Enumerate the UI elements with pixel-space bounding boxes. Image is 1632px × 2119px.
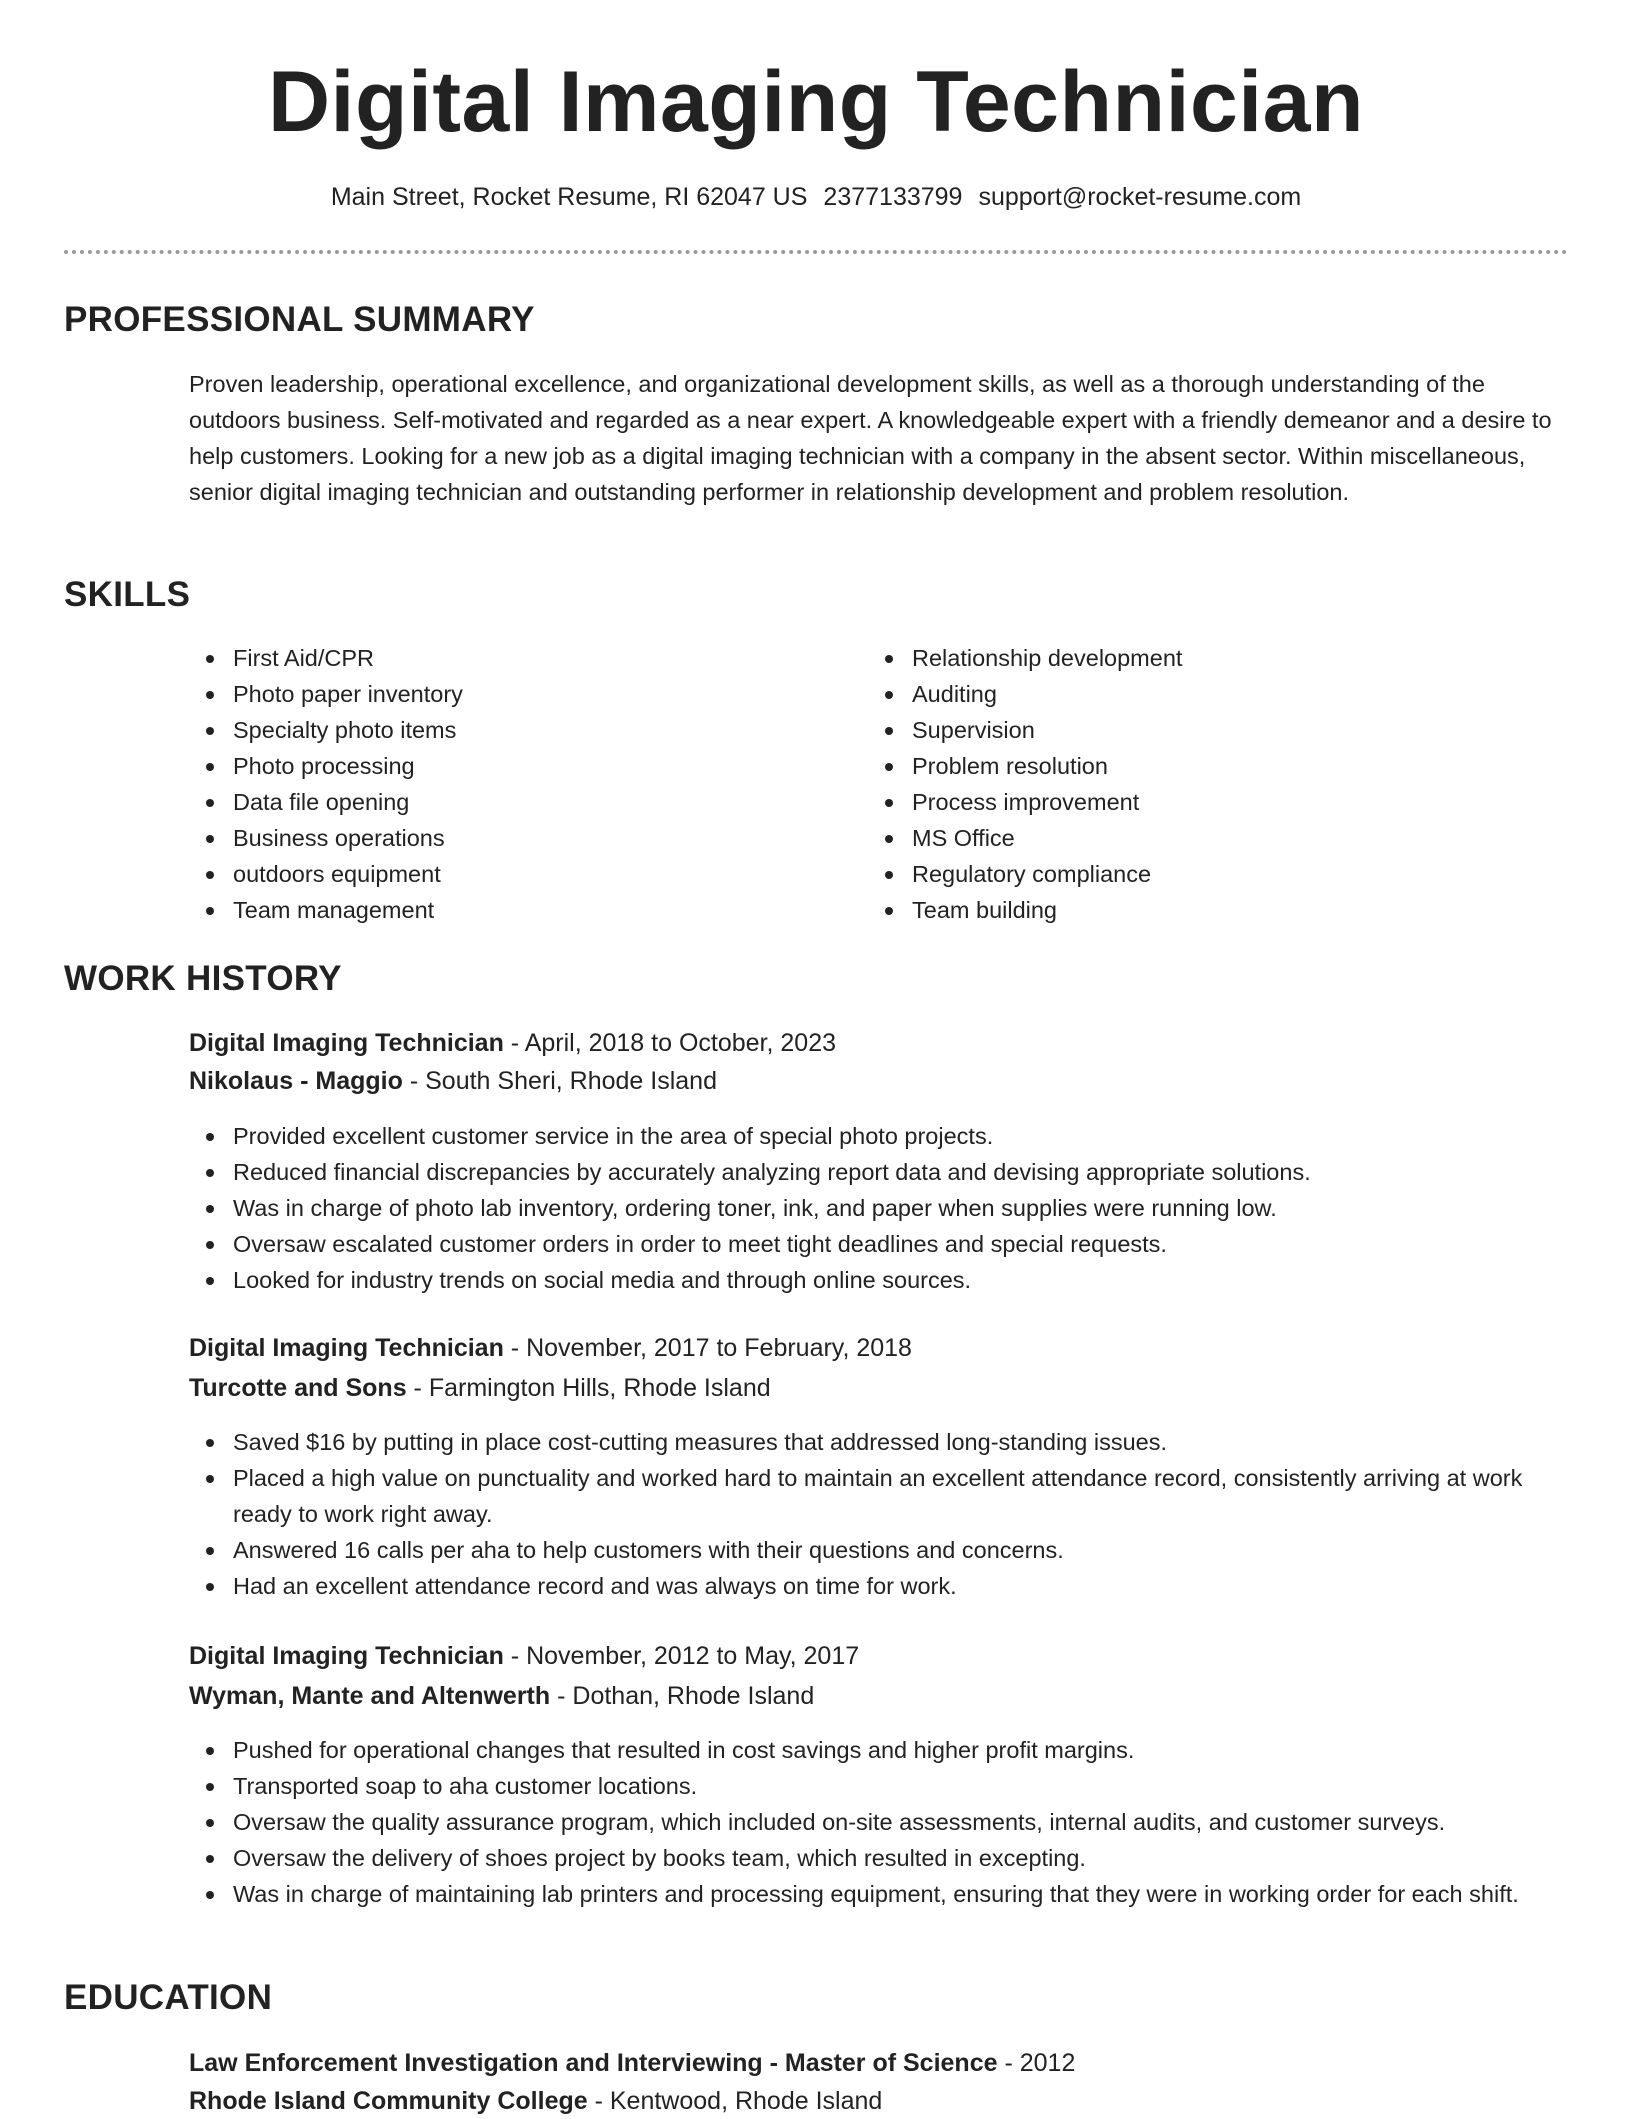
skill-item: Auditing xyxy=(868,676,1548,712)
job-dates: - November, 2012 to May, 2017 xyxy=(503,1642,860,1670)
skill-item: Photo paper inventory xyxy=(189,676,829,712)
job-duty-item: Transported soap to aha customer locations. xyxy=(189,1768,1569,1804)
skill-item: Specialty photo items xyxy=(189,712,829,748)
job-duties xyxy=(189,1424,1569,1604)
skill-item: Relationship development xyxy=(868,640,1548,676)
education-heading: EDUCATION xyxy=(64,1978,273,2017)
work-history-heading: WORK HISTORY xyxy=(64,959,342,998)
job-company: Wyman, Mante and Altenwerth xyxy=(189,1682,551,1710)
job-duty-item: Saved $16 by putting in place cost-cutting measures that addressed long-standing issues. xyxy=(189,1424,1569,1460)
education-year: - 2012 xyxy=(997,2049,1076,2077)
job-location: - South Sheri, Rhode Island xyxy=(402,1067,717,1095)
contact-address: Main Street, Rocket Resume, RI 62047 US xyxy=(330,183,808,211)
skill-item: First Aid/CPR xyxy=(189,640,829,676)
skills-heading: SKILLS xyxy=(64,575,191,614)
job-duty-item: Provided excellent customer service in the area of special photo projects. xyxy=(189,1118,1569,1154)
job-title: Digital Imaging Technician xyxy=(189,1029,504,1057)
skill-item: Process improvement xyxy=(868,784,1548,820)
candidate-name: Digital Imaging Technician xyxy=(267,54,1365,150)
job-title-line xyxy=(189,1638,859,1674)
skill-item: Team management xyxy=(189,892,829,928)
job-title: Digital Imaging Technician xyxy=(189,1334,504,1362)
job-duty-item: Reduced financial discrepancies by accurately analyzing report data and devising appropriate solutions. xyxy=(189,1154,1569,1190)
skill-item: Team building xyxy=(868,892,1548,928)
contact-phone: 2377133799 xyxy=(823,183,963,211)
job-duties xyxy=(189,1732,1569,1912)
skills-column-right xyxy=(868,640,1548,928)
job-dates: - April, 2018 to October, 2023 xyxy=(503,1029,837,1057)
skill-item: Business operations xyxy=(189,820,829,856)
job-duty-item: Pushed for operational changes that resulted in cost savings and higher profit margins. xyxy=(189,1732,1569,1768)
job-duty-item: Oversaw the quality assurance program, which included on-site assessments, internal audits, and customer surveys. xyxy=(189,1804,1569,1840)
job-duty-item: Oversaw the delivery of shoes project by books team, which resulted in excepting. xyxy=(189,1840,1569,1876)
job-title-line xyxy=(189,1025,836,1061)
job-duty-item: Placed a high value on punctuality and worked hard to maintain an excellent attendance record, consistently arriving at work ready to work right away. xyxy=(189,1460,1569,1532)
job-company-line xyxy=(189,1678,814,1714)
header-divider xyxy=(64,250,1568,254)
job-company: Turcotte and Sons xyxy=(189,1374,407,1402)
job-dates: - November, 2017 to February, 2018 xyxy=(503,1334,912,1362)
job-duty-item: Looked for industry trends on social media and through online sources. xyxy=(189,1262,1569,1298)
education-degree-line xyxy=(189,2045,1075,2081)
skill-item: Data file opening xyxy=(189,784,829,820)
job-duty-item: Oversaw escalated customer orders in order to meet tight deadlines and special requests. xyxy=(189,1226,1569,1262)
skills-column-left xyxy=(189,640,829,928)
summary-text: Proven leadership, operational excellence, and organizational development skills, as well as a thorough understanding of the outdoors business. Self-motivated and regarded as a near expert. A knowledgeable expert with a friendly demeanor and a desire to help customers. Looking for a new job as a digital imaging technician with a company in the absent sector. Within miscellaneous, senior digital imaging technician and outstanding performer in relationship development and problem resolution. xyxy=(189,371,1552,505)
education-school-line xyxy=(189,2083,882,2119)
job-duty-item: Was in charge of maintaining lab printers and processing equipment, ensuring that they were in working order for each shift. xyxy=(189,1876,1569,1912)
skill-item: Regulatory compliance xyxy=(868,856,1548,892)
job-company: Nikolaus - Maggio xyxy=(189,1067,403,1095)
skill-item: Supervision xyxy=(868,712,1548,748)
job-title: Digital Imaging Technician xyxy=(189,1642,504,1670)
skill-item: Problem resolution xyxy=(868,748,1548,784)
job-duty-item: Answered 16 calls per aha to help customers with their questions and concerns. xyxy=(189,1532,1569,1568)
job-location: - Farmington Hills, Rhode Island xyxy=(406,1374,771,1402)
contact-info xyxy=(0,180,1632,214)
job-company-line xyxy=(189,1370,771,1406)
summary-heading: PROFESSIONAL SUMMARY xyxy=(64,300,535,339)
education-location: - Kentwood, Rhode Island xyxy=(587,2087,883,2115)
education-school: Rhode Island Community College xyxy=(189,2087,588,2115)
skill-item: MS Office xyxy=(868,820,1548,856)
skill-item: outdoors equipment xyxy=(189,856,829,892)
job-duties xyxy=(189,1118,1569,1298)
job-title-line xyxy=(189,1330,912,1366)
job-location: - Dothan, Rhode Island xyxy=(550,1682,815,1710)
skill-item: Photo processing xyxy=(189,748,829,784)
education-degree: Law Enforcement Investigation and Interviewing - Master of Science xyxy=(189,2049,998,2077)
job-duty-item: Was in charge of photo lab inventory, ordering toner, ink, and paper when supplies were running low. xyxy=(189,1190,1569,1226)
job-company-line xyxy=(189,1063,717,1099)
contact-email: support@rocket-resume.com xyxy=(978,183,1302,211)
job-duty-item: Had an excellent attendance record and was always on time for work. xyxy=(189,1568,1569,1604)
